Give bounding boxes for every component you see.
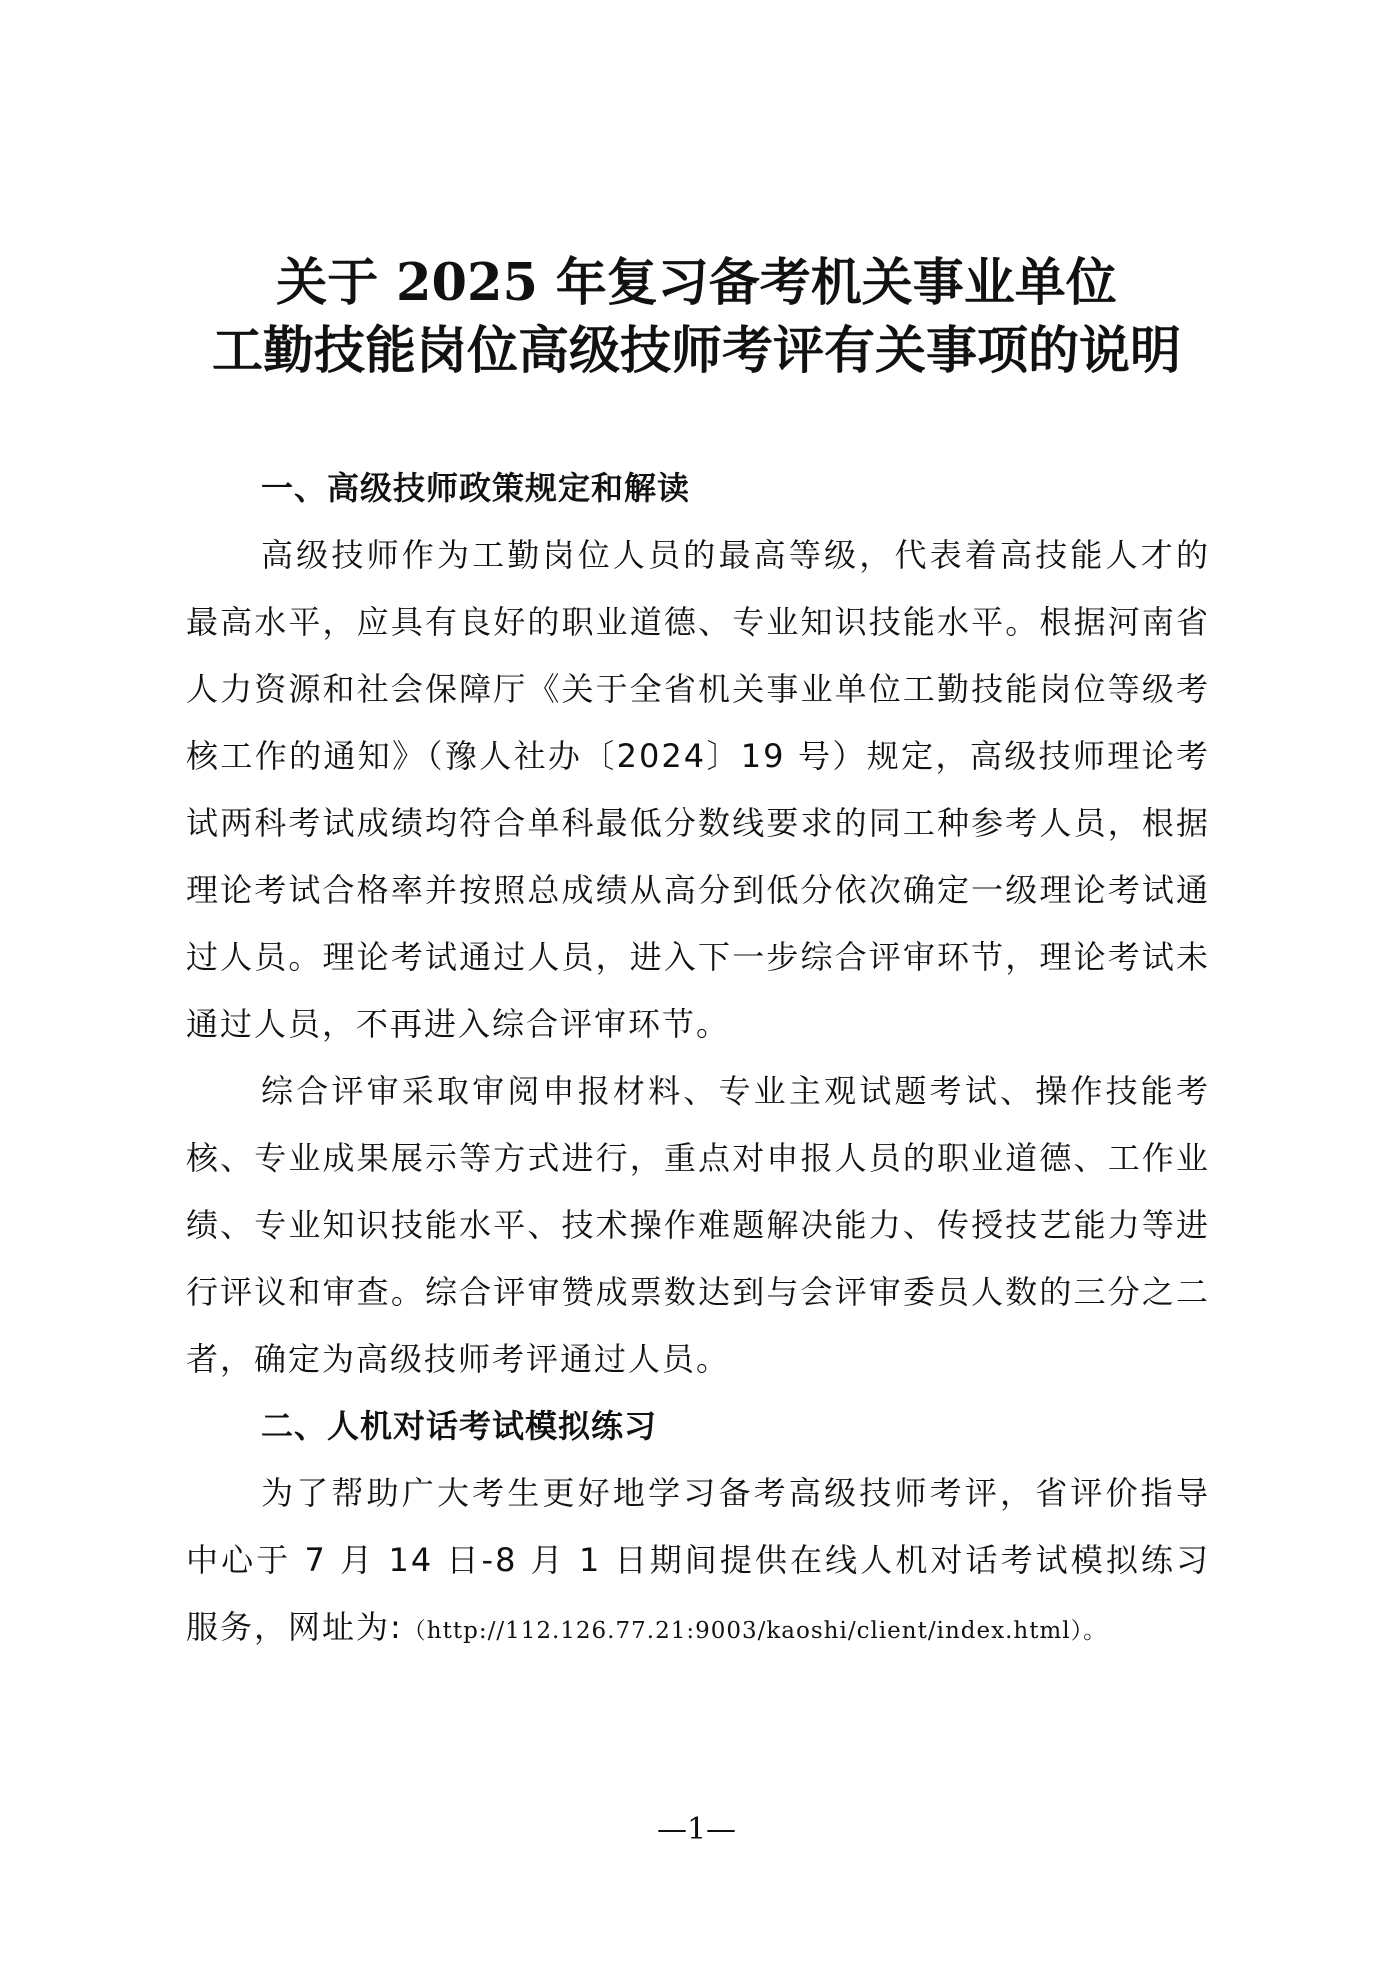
practice-url-link[interactable]: （http://112.126.77.21:9003/kaoshi/client/index.html）。	[402, 1618, 1108, 1644]
paragraph-comprehensive-review: 综合评审采取审阅申报材料、专业主观试题考试、操作技能考核、专业成果展示等方式进行，重点对申报人员的职业道德、工作业绩、专业知识技能水平、技术操作难题解决能力、传授技艺能力等进行评议和审查。综合评审赞成票数达到与会评审委员人数的三分之二者，确定为高级技师考评通过人员。	[186, 1072, 1210, 1378]
document-title-line-2: 工勤技能岗位高级技师考评有关事项的说明	[211, 321, 1181, 381]
document-body	[186, 455, 1210, 1665]
document-title-line-1: 关于 2025 年复习备考机关事业单位	[276, 253, 1117, 313]
page-number: —1—	[656, 1812, 737, 1847]
paragraph-policy-intro: 高级技师作为工勤岗位人员的最高等级，代表着高技能人才的最高水平，应具有良好的职业道德、专业知识技能水平。根据河南省人力资源和社会保障厅《关于全省机关事业单位工勤技能岗位等级考核工作的通知》（豫人社办〔2024〕19 号）规定，高级技师理论考试两科考试成绩均符合单科最低分数线要求的同工种参考人员，根据理论考试合格率并按照总成绩从高分到低分依次确定一级理论考试通过人员。理论考试通过人员，进入下一步综合评审环节，理论考试未通过人员，不再进入综合评审环节。	[186, 536, 1210, 1043]
practice-service-text: 为了帮助广大考生更好地学习备考高级技师考评，省评价指导中心于 7 月 14 日-8 月 1 日期间提供在线人机对话考试模拟练习服务，网址为:	[186, 1474, 1210, 1646]
section-heading-policy: 一、高级技师政策规定和解读	[261, 469, 691, 507]
paragraph-practice-service	[186, 1460, 1210, 1665]
section-heading-practice: 二、人机对话考试模拟练习	[261, 1407, 658, 1445]
